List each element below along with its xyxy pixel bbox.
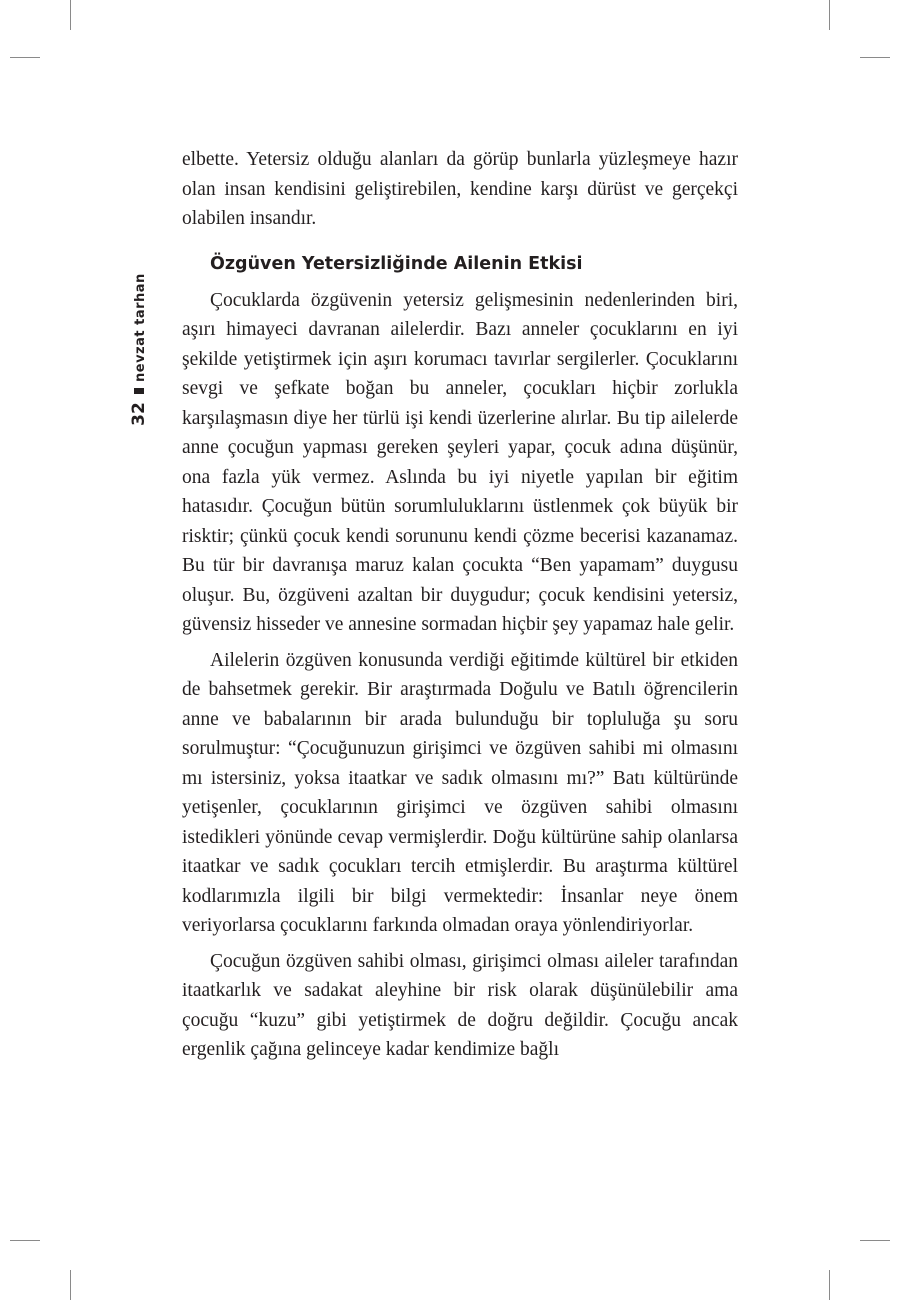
paragraph: Çocuğun özgüven sahibi olması, girişimci olması aileler tarafından itaatkarlık ve sadakat aleyhine bir risk olarak düşünülebilir ama çocuğu “kuzu” gibi yetiştirmek de doğru değildir. Çocuğu ancak ergenlik çağına gelinceye kadar kendimize bağlı bbox=[182, 950, 738, 1060]
paragraph: Çocuklarda özgüvenin yetersiz gelişmesinin nedenlerinden biri, aşırı himayeci davranan ailelerdir. Bazı anneler çocuklarını en iyi şekilde yetiştirmek için aşırı korumacı tavırlar sergilerler. Çocuklarını sevgi ve şefkate boğan bu anneler, çocukları hiçbir zorlukla karşılaşmasın diye her türlü işi kendi üzerlerine alırlar. Bu tip ailelerde anne çocuğun yapması gereken şeyleri yapar, çocuk adına düşünür, ona fazla yük vermez. Aslında bu iyi niyetle yapılan bir eğitim hatasıdır. Çocuğun bütün sorumluluklarını üstlenmek çok büyük bir risktir; çünkü çocuk kendi sorununu kendi çözme becerisi kazanamaz. Bu tür bir davranışa maruz kalan çocukta “Ben yapamam” duygusu oluşur. Bu, özgüveni azaltan bir duygudur; çocuk kendisini yetersiz, güvensiz hisseder ve annesine sormadan hiçbir şey yapamaz hale gelir. bbox=[182, 289, 738, 635]
page-number-text: 32 bbox=[128, 402, 149, 426]
separator-bar bbox=[134, 388, 144, 394]
body-text bbox=[182, 145, 738, 1065]
crop-mark bbox=[70, 1270, 71, 1300]
page-number bbox=[126, 396, 152, 432]
paragraph: Ailelerin özgüven konusunda verdiği eğitimde kültürel bir etkiden de bahsetmek gerekir. Bir araştırmada Doğulu ve Batılı öğrencilerin anne ve babalarının bir arada bulunduğu bir topluluğa şu soru sorulmuştur: “Çocuğunuzun girişimci ve özgüven sahibi mi olmasını mı istersiniz, yoksa itaatkar ve sadık olmasını mı?” Batı kültüründe yetişenler, çocuklarının girişimci ve özgüven sahibi olmasını istedikleri yönünde cevap vermişlerdir. Doğu kültürüne sahip olanlarsa itaatkar ve sadık çocukları tercih etmişlerdir. Bu araştırma kültürel kodlarımızla ilgili bir bilgi vermektedir: İnsanlar neye önem veriyorlarsa çocuklarını farkında olmadan oraya yönlendiriyorlar. bbox=[182, 649, 738, 936]
crop-mark bbox=[10, 57, 40, 58]
crop-mark bbox=[860, 57, 890, 58]
crop-mark bbox=[829, 1270, 830, 1300]
crop-mark bbox=[10, 1240, 40, 1241]
running-head: nevzat tarhan bbox=[133, 273, 148, 382]
crop-mark bbox=[70, 0, 71, 30]
crop-mark bbox=[860, 1240, 890, 1241]
crop-mark bbox=[829, 0, 830, 30]
section-heading: Özgüven Yetersizliğinde Ailenin Etkisi bbox=[210, 253, 583, 274]
paragraph-continued: elbette. Yetersiz olduğu alanları da görüp bunlarla yüzleşmeye hazır olan insan kendisini geliştirebilen, kendine karşı dürüst ve gerçekçi olabilen insandır. bbox=[182, 149, 738, 229]
page-sidebar bbox=[124, 273, 152, 442]
